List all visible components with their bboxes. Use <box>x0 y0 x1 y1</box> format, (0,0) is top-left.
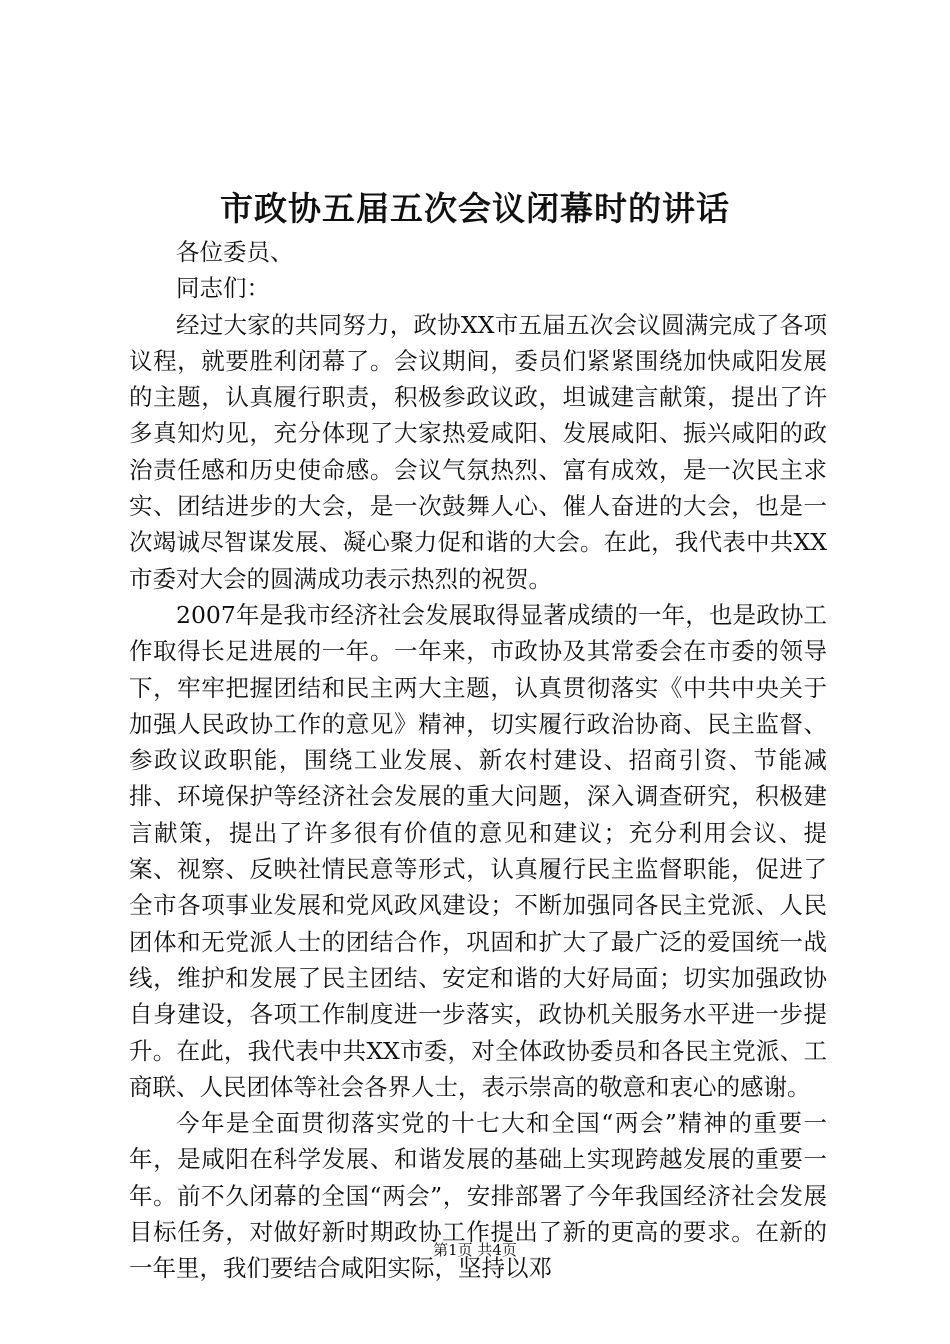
body-paragraph: 2007年是我市经济社会发展取得显著成绩的一年，也是政协工作取得长足进展的一年。一年来，市政协及其常委会在市委的领导下，牢牢把握团结和民主两大主题，认真贯彻落实《中共中央关于加强人民政协工作的意见》精神，切实履行政治协商、民主监督、参政议政职能，围绕工业发展、新农村建设、招商引资、节能减排、环境保护等经济社会发展的重大问题，深入调查研究，积极建言献策，提出了许多很有价值的意见和建议；充分利用会议、提案、视察、反映社情民意等形式，认真履行民主监督职能，促进了全市各项事业发展和党风政风建设；不断加强同各民主党派、人民团体和无党派人士的团结合作，巩固和扩大了最广泛的爱国统一战线，维护和发展了民主团结、安定和谐的大好局面；切实加强政协自身建设，各项工作制度进一步落实，政协机关服务水平进一步提升。在此，我代表中共XX市委，对全体政协委员和各民主党派、工商联、人民团体等社会各界人士，表示崇高的敬意和衷心的感谢。 <box>129 600 827 1101</box>
document-title: 市政协五届五次会议闭幕时的讲话 <box>220 189 730 228</box>
salutation-line: 同志们： <box>176 274 270 303</box>
document-body <box>129 234 827 1287</box>
page-footer <box>0 1240 950 1260</box>
body-paragraph: 今年是全面贯彻落实党的十七大和全国“两会”精神的重要一年，是咸阳在科学发展、和谐发展的基础上实现跨越发展的重要一年。前不久闭幕的全国“两会”，安排部署了今年我国经济社会发展目标任务，对做好新时期政协工作提出了新的更高的要求。在新的一年里，我们要结合咸阳实际，坚持以邓 <box>129 1109 827 1283</box>
body-paragraph: 经过大家的共同努力，政协XX市五届五次会议圆满完成了各项议程，就要胜利闭幕了。会议期间，委员们紧紧围绕加快咸阳发展的主题，认真履行职责，积极参政议政，坦诚建言献策，提出了许多真知灼见，充分体现了大家热爱咸阳、发展咸阳、振兴咸阳的政治责任感和历史使命感。会议气氛热烈、富有成效，是一次民主求实、团结进步的大会，是一次鼓舞人心、催人奋进的大会，也是一次竭诚尽智谋发展、凝心聚力促和谐的大会。在此，我代表中共XX市委对大会的圆满成功表示热烈的祝贺。 <box>129 310 827 593</box>
salutation-line: 各位委员、 <box>176 238 294 266</box>
page-number: 第1页 共4页 <box>433 1241 517 1259</box>
